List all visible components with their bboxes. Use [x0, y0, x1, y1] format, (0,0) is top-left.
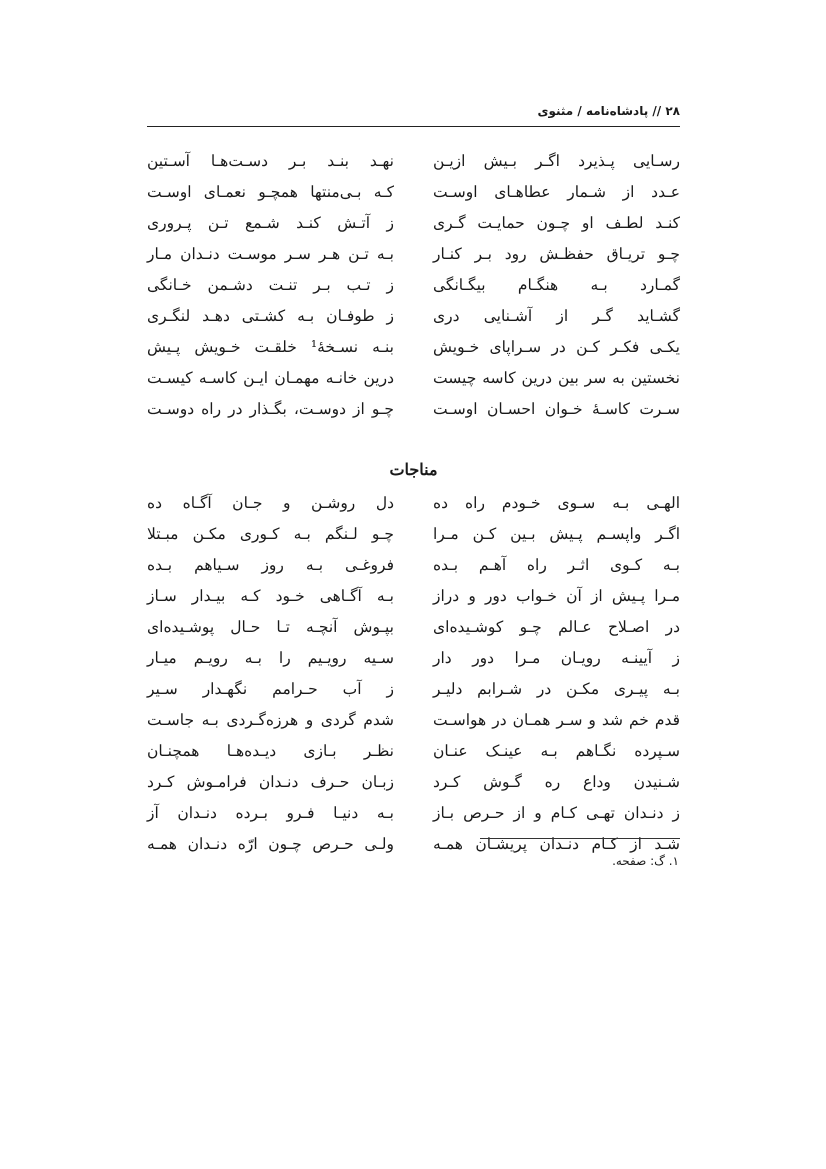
hemistich-second: بـه تـن هـر سـر موسـت دنـدان مـار	[147, 245, 394, 263]
hemistich-first: چـو تریـاق حفظـش رود بـر کنـار	[433, 245, 680, 263]
verse-row	[147, 367, 680, 398]
verse-row	[147, 243, 680, 274]
hemistich-second: درین خانـه مهمـان ایـن کاسـه کیسـت	[147, 369, 394, 387]
hemistich-second: ز طوفـان بـه کشـتی دهـد لنگـری	[147, 307, 394, 325]
hemistich-first: شـد از کـام دنـدان پریشـان همـه	[433, 835, 680, 853]
poem-block-2	[147, 492, 680, 864]
hemistich-second: دل روشـن و جـان آگـاه ده	[147, 494, 394, 512]
hemistich-second: فروغـی بـه روز سـیاهم بـده	[147, 556, 394, 574]
hemistich-second: ز تـب بـر تنـت دشـمن خـانگی	[147, 276, 394, 294]
verse-row	[147, 274, 680, 305]
hemistich-first: یکـی فکـر کـن در سـراپای خـویش	[433, 338, 680, 356]
verse-row	[147, 585, 680, 616]
hemistich-second: زبـان حـرف دنـدان فرامـوش کـرد	[147, 773, 394, 791]
hemistich-first: گمـارد بـه هنگـام بیگـانگی	[433, 276, 680, 294]
footnote: ۱. گ: صفحه.	[612, 854, 679, 868]
hemistich-second: بـه دنیـا فـرو بـرده دنـدان آز	[147, 804, 394, 822]
footnote-rule	[480, 838, 680, 839]
hemistich-first: بـه کـوی اثـر راه آهـم بـده	[433, 556, 680, 574]
verse-row	[147, 709, 680, 740]
page-header	[147, 100, 680, 127]
hemistich-first: گشـاید گـر از آشـنایی دری	[433, 307, 680, 325]
hemistich-second: ز آتـش کنـد شـمع تـن پـروری	[147, 214, 394, 232]
hemistich-second: بپـوش آنچـه تـا حـال پوشـیده‌ای	[147, 618, 394, 636]
hemistich-second: بنـه نسـخهٔ¹ خلقـت خـویش پـیش	[147, 338, 394, 356]
hemistich-first: اگـر واپسـم پـیش بـین کـن مـرا	[433, 525, 680, 543]
verse-row	[147, 802, 680, 833]
hemistich-first: الهـی بـه سـوی خـودم راه ده	[433, 494, 680, 512]
running-head: ۲۸ // پادشاه‌نامه / مثنوی	[537, 104, 680, 118]
verse-row	[147, 740, 680, 771]
hemistich-first: در اصـلاح عـالم چـو کوشـیده‌ای	[433, 618, 680, 636]
verse-row	[147, 647, 680, 678]
hemistich-first: ز آیینـه رویـان مـرا دور دار	[433, 649, 680, 667]
verse-row	[147, 305, 680, 336]
hemistich-second: ولـی حـرص چـون ارّه دنـدان همـه	[147, 835, 394, 853]
verse-row	[147, 150, 680, 181]
hemistich-first: عـدد از شـمار عطاهـای اوسـت	[433, 183, 680, 201]
verse-row	[147, 336, 680, 367]
hemistich-second: کـه بـی‌منتها همچـو نعمـای اوسـت	[147, 183, 394, 201]
hemistich-second: نهـد بنـد بـر دسـت‌هـا آسـتین	[147, 152, 394, 170]
hemistich-second: نظـر بـازی دیـده‌هـا همچنـان	[147, 742, 394, 760]
hemistich-first: رسـایی پـذیرد اگـر بـیش ازیـن	[433, 152, 680, 170]
verse-row	[147, 398, 680, 429]
poem-block-1	[147, 150, 680, 429]
hemistich-second: ز آب حـرامم نگهـدار سـیر	[147, 680, 394, 698]
hemistich-first: سـپرده نگـاهم بـه عینـک عنـان	[433, 742, 680, 760]
verse-row	[147, 678, 680, 709]
hemistich-first: سـرت کاسـهٔ خـوان احسـان اوسـت	[433, 400, 680, 418]
hemistich-second: شدم گردی و هرزه‌گـردی بـه جاسـت	[147, 711, 394, 729]
hemistich-first: نخستین به سر بین درین کاسه چیست	[433, 369, 680, 387]
verse-row	[147, 523, 680, 554]
hemistich-first: مـرا پـیش از آن خـواب دور و دراز	[433, 587, 680, 605]
hemistich-first: بـه پیـری مکـن در شـرابم دلیـر	[433, 680, 680, 698]
verse-row	[147, 554, 680, 585]
hemistich-second: چـو از دوسـت، بگـذار در راه دوسـت	[147, 400, 394, 418]
hemistich-second: بـه آگـاهی خـود کـه بیـدار سـاز	[147, 587, 394, 605]
verse-row	[147, 212, 680, 243]
verse-row	[147, 616, 680, 647]
hemistich-second: چـو لـنگم بـه کـوری مکـن مبـتلا	[147, 525, 394, 543]
verse-row	[147, 771, 680, 802]
hemistich-first: ز دنـدان تهـی کـام و از حـرص بـاز	[433, 804, 680, 822]
hemistich-second: سـیه رویـیم را بـه رویـم میـار	[147, 649, 394, 667]
verse-row	[147, 492, 680, 523]
hemistich-first: کنـد لطـف او چـون حمایـت گـری	[433, 214, 680, 232]
hemistich-first: شـنیدن وداع ره گـوش کـرد	[433, 773, 680, 791]
hemistich-first: قدم خم شد و سـر همـان در هواسـت	[433, 711, 680, 729]
section-title: مناجات	[389, 460, 438, 479]
verse-row	[147, 181, 680, 212]
